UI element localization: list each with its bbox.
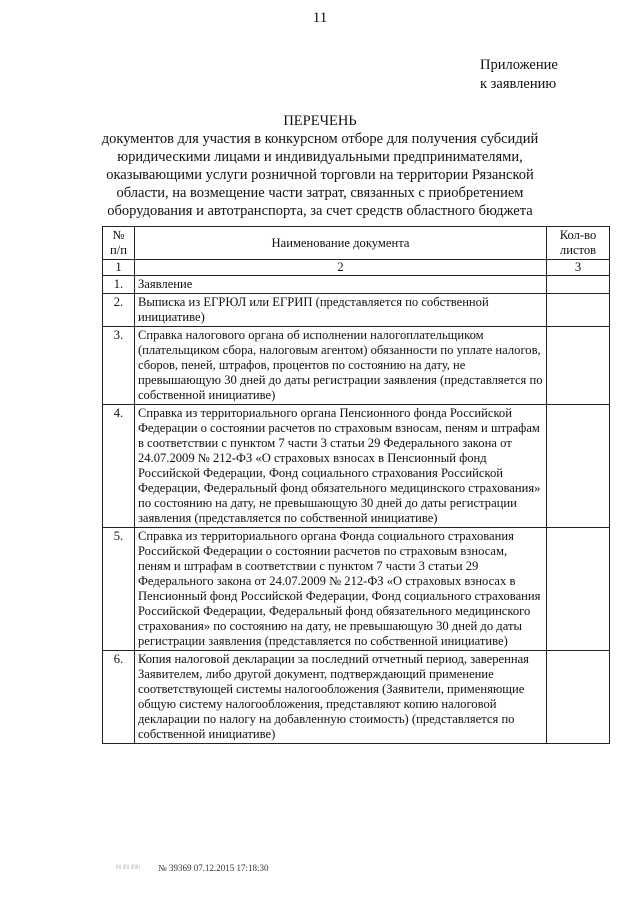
document-name: Заявление: [134, 276, 546, 294]
row-number: 1.: [103, 276, 135, 294]
appendix-line-2: к заявлению: [480, 76, 557, 92]
header-document-name: Наименование документа: [134, 227, 546, 260]
sheet-count: [547, 327, 610, 405]
document-subtitle: [0, 130, 640, 220]
document-title: ПЕРЕЧЕНЬ: [283, 113, 357, 129]
sheet-count: [547, 528, 610, 651]
subtitle-line: области, на возмещение части затрат, связанных с приобретением: [116, 185, 524, 201]
barcode-mark: |||| ||||| |||||||: [116, 865, 140, 871]
registration-stamp: № 39369 07.12.2015 17:18:30: [158, 862, 269, 873]
sheet-count: [547, 405, 610, 528]
sheet-count: [547, 651, 610, 744]
documents-table: [102, 226, 610, 744]
row-number: 6.: [103, 651, 135, 744]
row-number: 2.: [103, 294, 135, 327]
subtitle-line: документов для участия в конкурсном отборе для получения субсидий: [101, 131, 539, 147]
column-index: 1: [103, 260, 135, 276]
column-index: 3: [547, 260, 610, 276]
table-row: [103, 651, 610, 744]
appendix-note: [480, 56, 630, 94]
table-row: [103, 276, 610, 294]
subtitle-line: оказывающими услуги розничной торговли на территории Рязанской: [106, 167, 534, 183]
subtitle-line: оборудования и автотранспорта, за счет средств областного бюджета: [107, 203, 533, 219]
sheet-count: [547, 294, 610, 327]
page-number: 11: [312, 10, 328, 26]
table-row: [103, 294, 610, 327]
document-name: Выписка из ЕГРЮЛ или ЕГРИП (представляется по собственной инициативе): [134, 294, 546, 327]
document-name: Справка налогового органа об исполнении налогоплательщиком (плательщиком сбора, налоговым агентом) обязанности по уплате налогов, сборов, пеней, штрафов, процентов по состоянию на дату, не превышающую 30 дней до даты регистрации заявления (представляется по собственной инициативе): [134, 327, 546, 405]
table-header-row: [103, 227, 610, 260]
column-index: 2: [134, 260, 546, 276]
registration-footer: [116, 862, 269, 873]
subtitle-line: юридическими лицами и индивидуальными предпринимателями,: [117, 149, 523, 165]
document-heading: [0, 112, 640, 220]
row-number: 5.: [103, 528, 135, 651]
table-row: [103, 327, 610, 405]
document-name: Справка из территориального органа Пенсионного фонда Российской Федерации о состоянии расчетов по страховым взносам, пеням и штрафам в соответствии с пунктом 7 части 3 статьи 29 Федерального закона от 24.07.2009 № 212-ФЗ «О страховых взносах в Пенсионный фонд Российской Федерации, Фонд социального страхования Российской Федерации, Федеральный фонд обязательного медицинского страхования» по состоянию на дату, не превышающую 30 дней до даты регистрации заявления (представляется по собственной инициативе): [134, 405, 546, 528]
column-index-row: [103, 260, 610, 276]
row-number: 4.: [103, 405, 135, 528]
header-sheet-count: Кол-во листов: [547, 227, 610, 260]
document-name: Справка из территориального органа Фонда социального страхования Российской Федерации о состоянии расчетов по страховым взносам, пеням и штрафам в соответствии с пунктом 7 части 3 статьи 29 Федерального закона от 24.07.2009 № 212-ФЗ «О страховых взносах в Пенсионный фонд Российской Федерации, Фонд социального страхования Российской Федерации, Федеральный фонд обязательного медицинского страхования» по состоянию на дату, не превышающую 30 дней до даты регистрации заявления (представляется по собственной инициативе): [134, 528, 546, 651]
header-number: № п/п: [103, 227, 135, 260]
document-name: Копия налоговой декларации за последний отчетный период, заверенная Заявителем, либо другой документ, подтверждающий применение соответствующей системы налогообложения (Заявители, применяющие общую систему налогообложения, представляют копию налоговой декларации по налогу на добавленную стоимость) (представляется по собственной инициативе): [134, 651, 546, 744]
sheet-count: [547, 276, 610, 294]
appendix-line-1: Приложение: [480, 57, 558, 73]
table-row: [103, 528, 610, 651]
row-number: 3.: [103, 327, 135, 405]
table-row: [103, 405, 610, 528]
